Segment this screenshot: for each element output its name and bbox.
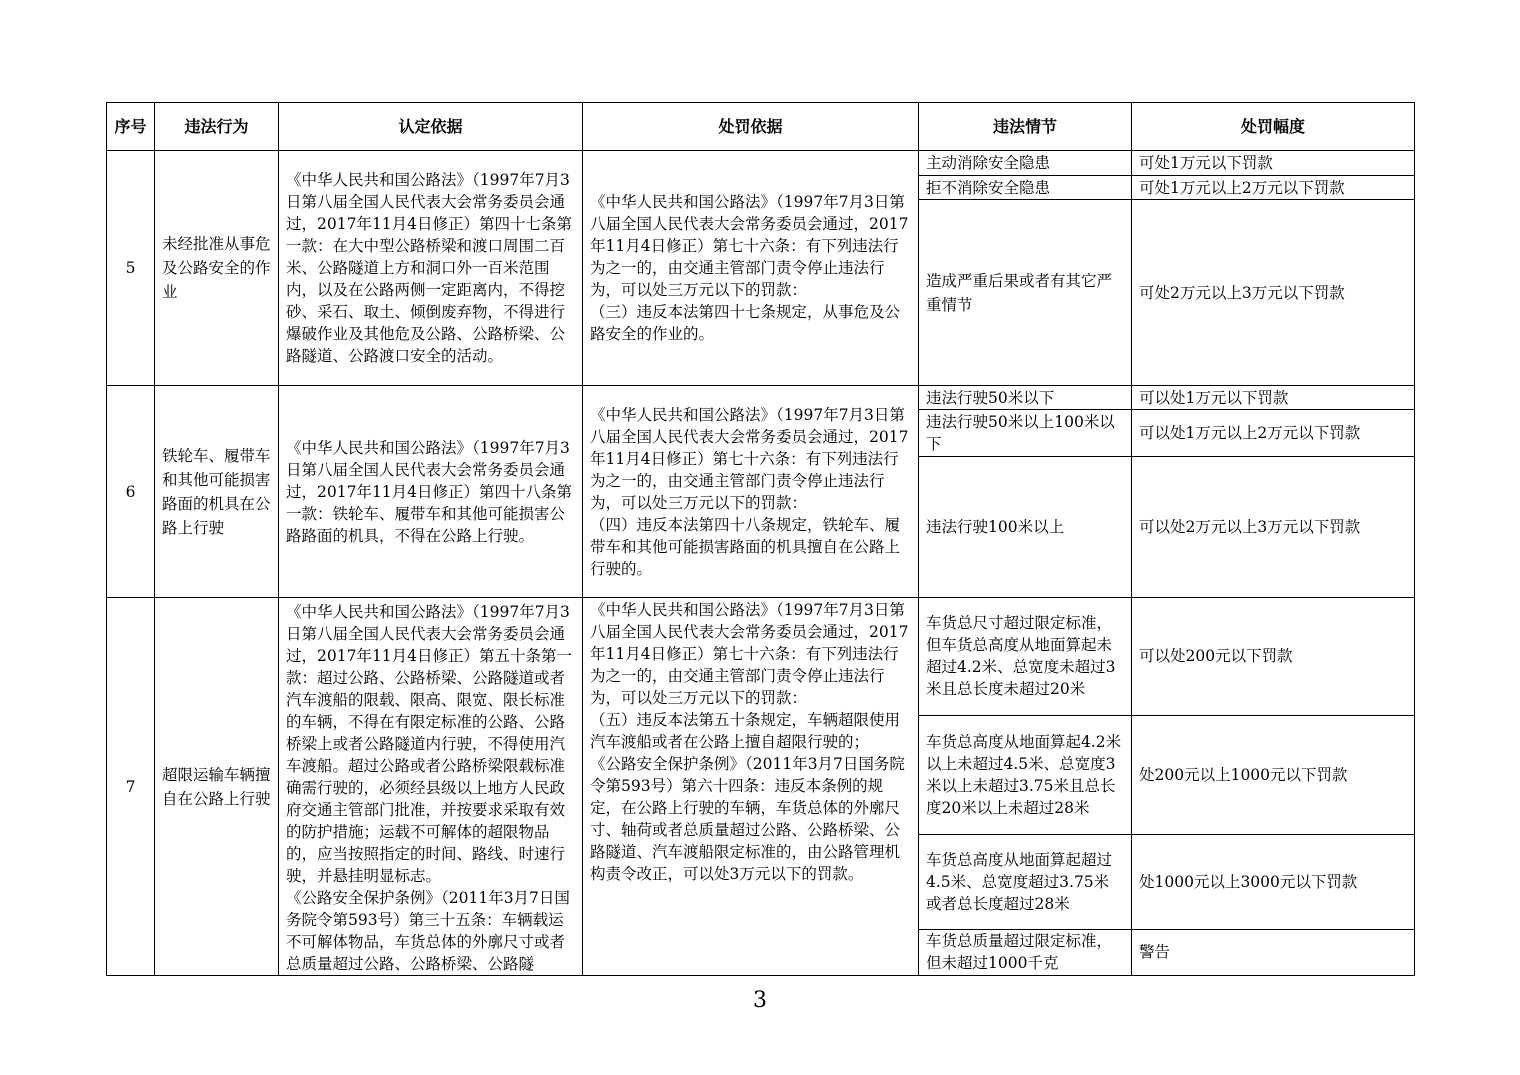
row-6-basis: 《中华人民共和国公路法》（1997年7月3日第八届全国人民代表大会常务委员会通过，2017年11月4日修正）第四十八条第一款：铁轮车、履带车和其他可能损害公路路面的机具，不得在公路上行驶。 xyxy=(279,386,583,598)
table-row xyxy=(107,598,1415,716)
row-5-behavior: 未经批准从事危及公路安全的作业 xyxy=(155,151,279,386)
row-5-range-2: 可处1万元以上2万元以下罚款 xyxy=(1132,176,1415,200)
header-no: 序号 xyxy=(107,103,155,151)
row-7-circumstance-4: 车货总质量超过限定标准，但未超过1000千克 xyxy=(919,929,1132,975)
row-5-range-1: 可处1万元以下罚款 xyxy=(1132,151,1415,176)
row-7-range-2: 处200元以上1000元以下罚款 xyxy=(1132,715,1415,834)
header-circumstance: 违法情节 xyxy=(919,103,1132,151)
row-6-range-3: 可以处2万元以上3万元以下罚款 xyxy=(1132,457,1415,598)
row-6-range-2: 可以处1万元以上2万元以下罚款 xyxy=(1132,410,1415,457)
row-5-range-3: 可处2万元以上3万元以下罚款 xyxy=(1132,200,1415,386)
table-row xyxy=(107,386,1415,410)
row-5-penalty-basis: 《中华人民共和国公路法》（1997年7月3日第八届全国人民代表大会常务委员会通过，2017年11月4日修正）第七十六条：有下列违法行为之一的，由交通主管部门责令停止违法行为，可以处三万元以下的罚款： （三）违反本法第四十七条规定，从事危及公路安全的作业的。 xyxy=(583,151,919,386)
row-6-behavior: 铁轮车、履带车和其他可能损害路面的机具在公路上行驶 xyxy=(155,386,279,598)
header-penalty-basis: 处罚依据 xyxy=(583,103,919,151)
row-5-circumstance-3: 造成严重后果或者有其它严重情节 xyxy=(919,200,1132,386)
header-range: 处罚幅度 xyxy=(1132,103,1415,151)
row-6-no: 6 xyxy=(107,386,155,598)
row-5-no: 5 xyxy=(107,151,155,386)
header-basis: 认定依据 xyxy=(279,103,583,151)
row-7-circumstance-1: 车货总尺寸超过限定标准，但车货总高度从地面算起未超过4.2米、总宽度未超过3米且总长度未超过20米 xyxy=(919,598,1132,716)
header-behavior: 违法行为 xyxy=(155,103,279,151)
row-7-range-4: 警告 xyxy=(1132,929,1415,975)
row-7-circumstance-3: 车货总高度从地面算起超过4.5米、总宽度超过3.75米或者总长度超过28米 xyxy=(919,834,1132,929)
row-7-penalty-basis: 《中华人民共和国公路法》（1997年7月3日第八届全国人民代表大会常务委员会通过，2017年11月4日修正）第七十六条：有下列违法行为之一的，由交通主管部门责令停止违法行为，可以处三万元以下的罚款： （五）违反本法第五十条规定，车辆超限使用汽车渡船或者在公路上擅自超限行驶的； 《公路安全保护条例》（2011年3月7日国务院令第593号）第六十四条：违反本条例的规定，在公路上行驶的车辆，车货总体的外廓尺寸、轴荷或者总质量超过公路、公路桥梁、公路隧道、汽车渡船限定标准的，由公路管理机构责令改正，可以处3万元以下的罚款。 xyxy=(583,598,919,976)
row-5-circumstance-2: 拒不消除安全隐患 xyxy=(919,176,1132,200)
row-6-circumstance-2: 违法行驶50米以上100米以下 xyxy=(919,410,1132,457)
header-row xyxy=(107,103,1415,151)
row-5-circumstance-1: 主动消除安全隐患 xyxy=(919,151,1132,176)
row-6-circumstance-3: 违法行驶100米以上 xyxy=(919,457,1132,598)
row-7-no: 7 xyxy=(107,598,155,976)
row-7-range-1: 可以处200元以下罚款 xyxy=(1132,598,1415,716)
row-7-range-3: 处1000元以上3000元以下罚款 xyxy=(1132,834,1415,929)
table-row xyxy=(107,151,1415,176)
row-6-penalty-basis: 《中华人民共和国公路法》（1997年7月3日第八届全国人民代表大会常务委员会通过，2017年11月4日修正）第七十六条：有下列违法行为之一的，由交通主管部门责令停止违法行为，可以处三万元以下的罚款： （四）违反本法第四十八条规定，铁轮车、履带车和其他可能损害路面的机具擅自在公路上行驶的。 xyxy=(583,386,919,598)
row-6-range-1: 可以处1万元以下罚款 xyxy=(1132,386,1415,410)
row-7-basis: 《中华人民共和国公路法》（1997年7月3日第八届全国人民代表大会常务委员会通过，2017年11月4日修正）第五十条第一款：超过公路、公路桥梁、公路隧道或者汽车渡船的限载、限高、限宽、限长标准的车辆，不得在有限定标准的公路、公路桥梁上或者公路隧道内行驶，不得使用汽车渡船。超过公路或者公路桥梁限载标准确需行驶的，必须经县级以上地方人民政府交通主管部门批准，并按要求采取有效的防护措施；运载不可解体的超限物品的，应当按照指定的时间、路线、时速行驶，并悬挂明显标志。 《公路安全保护条例》（2011年3月7日国务院令第593号）第三十五条：车辆载运不可解体物品，车货总体的外廓尺寸或者总质量超过公路、公路桥梁、公路隧 xyxy=(279,598,583,976)
penalty-table xyxy=(106,102,1415,976)
row-7-behavior: 超限运输车辆擅自在公路上行驶 xyxy=(155,598,279,976)
row-6-circumstance-1: 违法行驶50米以下 xyxy=(919,386,1132,410)
page-number: 3 xyxy=(753,988,767,1013)
row-7-circumstance-2: 车货总高度从地面算起4.2米以上未超过4.5米、总宽度3米以上未超过3.75米且总长度20米以上未超过28米 xyxy=(919,715,1132,834)
row-5-basis: 《中华人民共和国公路法》（1997年7月3日第八届全国人民代表大会常务委员会通过，2017年11月4日修正）第四十七条第一款：在大中型公路桥梁和渡口周围二百米、公路隧道上方和洞口外一百米范围内，以及在公路两侧一定距离内，不得挖砂、采石、取土、倾倒废弃物，不得进行爆破作业及其他危及公路、公路桥梁、公路隧道、公路渡口安全的活动。 xyxy=(279,151,583,386)
